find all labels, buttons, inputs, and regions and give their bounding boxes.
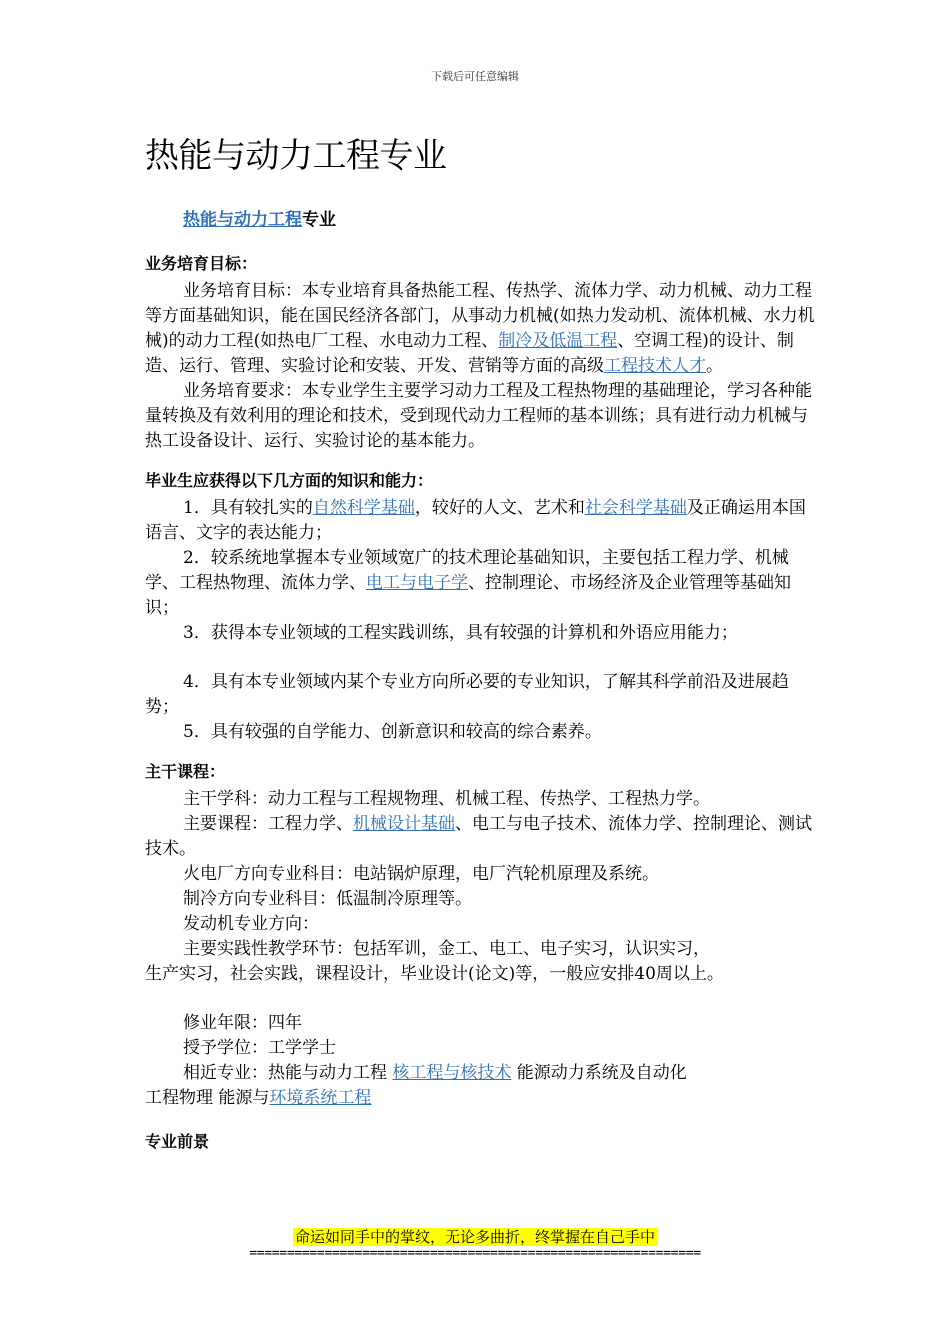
footer-rule: ============================================================ <box>249 1246 701 1261</box>
text: 工程物理 能源与 <box>145 1088 270 1108</box>
major-link[interactable]: 热能与动力工程 <box>183 210 302 230</box>
course-line-6: 主要实践性教学环节：包括军训，金工、电工、电子实习，认识实习， <box>183 939 710 959</box>
duration-line: 修业年限：四年 <box>183 1013 302 1033</box>
highlighted-quote: 命运如同手中的掌纹，无论多曲折，终掌握在自己手中 <box>294 1228 655 1246</box>
text: 。 <box>706 356 723 376</box>
paragraph-goal <box>145 279 817 379</box>
text: 业务培育目标：本专业培育具备热能工程、传热学、流体力学、动力机械、动力工程等方面基础知识，能在国民经济各部门，从事动力机械(如热力发动机、流体机械、水力机械)的动力工程(如热电厂工程、水电动力工程、 <box>145 281 815 351</box>
text: 及正确运用本国语言、文字的表达能力； <box>145 498 806 543</box>
text: 2．较系统地掌握本专业领域宽广的技术理论基础知识，主要包括工程力学、机械学、工程热物理、流体力学、 <box>145 548 789 593</box>
text: ，较好的人文、艺术和 <box>414 498 585 518</box>
link-engineering-talent[interactable]: 工程技术人才 <box>604 356 706 376</box>
link-refrigeration[interactable]: 制冷及低温工程 <box>498 331 618 351</box>
text: 1．具有较扎实的 <box>183 498 313 518</box>
blank-line <box>145 987 817 1011</box>
text: 相近专业：热能与动力工程 <box>183 1063 393 1083</box>
sub-title <box>183 208 817 233</box>
course-line-2 <box>145 812 817 862</box>
footer-quote <box>0 1226 950 1247</box>
text: 、控制理论、市场经济及企业管理等基础知识； <box>145 573 791 618</box>
course-line-1: 主干学科：动力工程与工程规物理、机械工程、传热学、工程热力学。 <box>183 789 710 809</box>
section-heading-courses: 主干课程： <box>145 762 226 781</box>
related-majors-line-2 <box>145 1086 817 1111</box>
text: 主要课程：工程力学、 <box>183 814 353 834</box>
related-majors-line <box>145 1061 817 1086</box>
section-heading-ability: 毕业生应获得以下几方面的知识和能力： <box>145 471 434 490</box>
link-electronics[interactable]: 电工与电子学 <box>366 573 468 593</box>
document-body <box>145 208 817 1157</box>
link-nuclear-engineering[interactable]: 核工程与核技术 <box>392 1063 512 1083</box>
ability-item-1 <box>145 496 817 546</box>
course-line-7: 生产实习，社会实践，课程设计，毕业设计(论文)等，一般应安排40周以上。 <box>145 964 724 984</box>
course-line-4: 制冷方向专业科目：低温制冷原理等。 <box>183 889 472 909</box>
ability-item-3: 3．获得本专业领域的工程实践训练，具有较强的计算机和外语应用能力； <box>183 623 738 643</box>
page-title: 热能与动力工程专业 <box>145 136 447 176</box>
degree-line: 授予学位：工学学士 <box>183 1038 336 1058</box>
ability-item-2 <box>145 546 817 621</box>
link-mechanical-design[interactable]: 机械设计基础 <box>353 814 455 834</box>
course-line-3: 火电厂方向专业科目：电站锅炉原理，电厂汽轮机原理及系统。 <box>183 864 659 884</box>
link-environment-engineering[interactable]: 环境系统工程 <box>269 1088 372 1108</box>
ability-item-4: 4．具有本专业领域内某个专业方向所必要的专业知识，了解其科学前沿及进展趋势； <box>145 672 789 717</box>
section-heading-prospect: 专业前景 <box>145 1132 210 1151</box>
link-social-science[interactable]: 社会科学基础 <box>584 498 687 518</box>
text: 能源动力系统及自动化 <box>511 1063 687 1083</box>
sub-title-suffix: 专业 <box>302 210 336 230</box>
section-heading-goal: 业务培育目标： <box>145 254 258 273</box>
header-note: 下载后可任意编辑 <box>431 70 519 83</box>
text: 、空调工程)的设计、制造、运行、管理、实验讨论和安装、开发、营销等方面的高级 <box>145 331 794 376</box>
blank-line <box>145 646 817 670</box>
course-line-5: 发动机专业方向： <box>183 914 319 934</box>
text: 、电工与电子技术、流体力学、控制理论、测试技术。 <box>145 814 812 859</box>
link-natural-science[interactable]: 自然科学基础 <box>312 498 415 518</box>
ability-item-5: 5．具有较强的自学能力、创新意识和较高的综合素养。 <box>183 722 602 742</box>
paragraph-requirement: 业务培育要求：本专业学生主要学习动力工程及工程热物理的基础理论，学习各种能量转换及有效利用的理论和技术，受到现代动力工程师的基本训练；具有进行动力机械与热工设备设计、运行、实验讨论的基本能力。 <box>145 381 812 451</box>
